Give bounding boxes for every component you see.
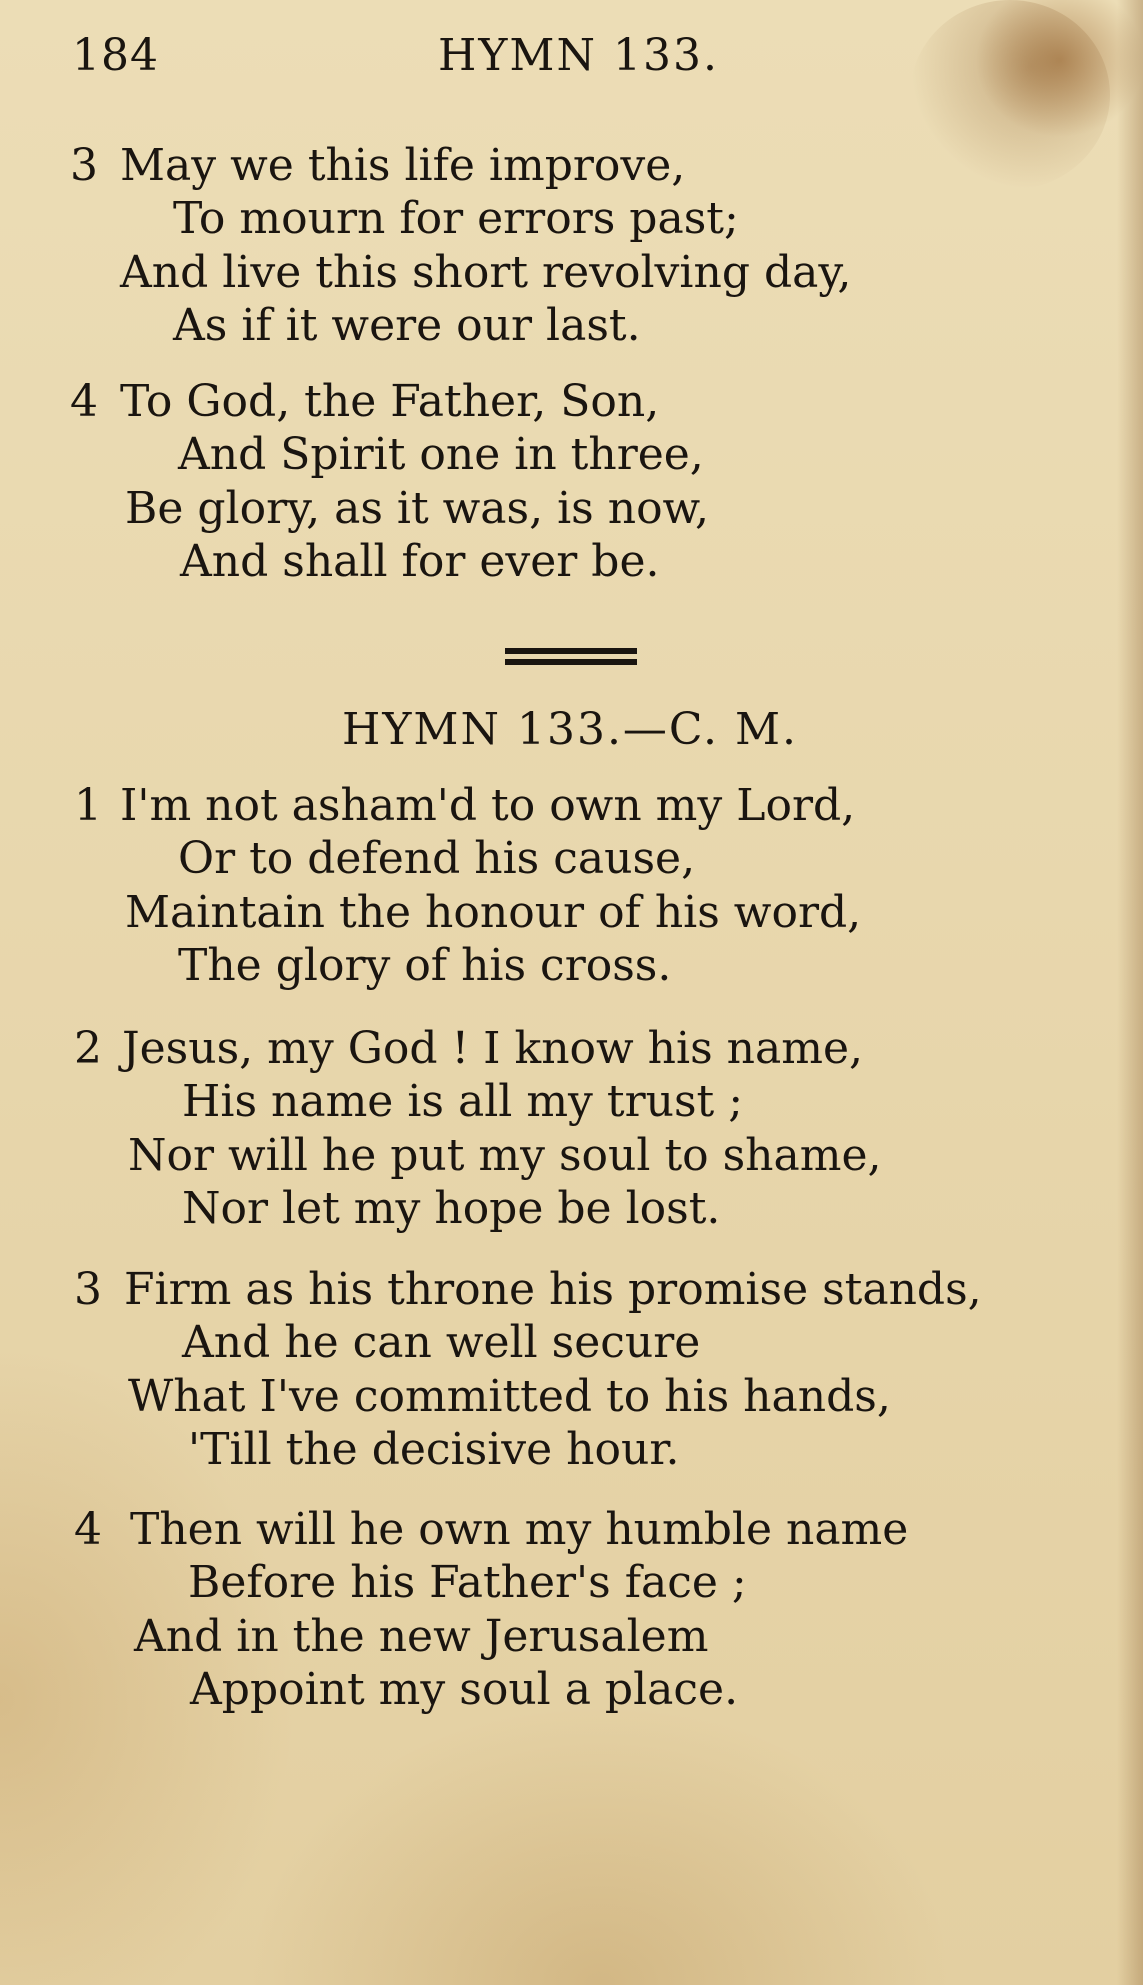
- verse-number: 3: [70, 140, 98, 191]
- page-header: [0, 26, 1143, 86]
- section-divider: [505, 648, 637, 654]
- verse-line: Appoint my soul a place.: [190, 1664, 739, 1715]
- verse-line: To God, the Father, Son,: [120, 376, 660, 427]
- verse-number: 4: [74, 1504, 102, 1555]
- verse-line: The glory of his cross.: [178, 940, 672, 991]
- verse-line: What I've committed to his hands,: [128, 1371, 891, 1422]
- verse-line: Or to defend his cause,: [178, 833, 696, 884]
- section-divider: [505, 659, 637, 665]
- verse-line: Nor let my hope be lost.: [182, 1183, 721, 1234]
- verse-line: I'm not asham'd to own my Lord,: [120, 780, 856, 831]
- verse-line: And Spirit one in three,: [178, 429, 704, 480]
- verse-line: His name is all my trust ;: [182, 1076, 744, 1127]
- verse-line: Firm as his throne his promise stands,: [124, 1264, 982, 1315]
- verse-line: To mourn for errors past;: [173, 193, 739, 244]
- verse-line: Before his Father's face ;: [188, 1557, 747, 1608]
- verse-line: May we this life improve,: [120, 140, 686, 191]
- verse-line: Jesus, my God ! I know his name,: [122, 1023, 863, 1074]
- verse-number: 4: [70, 376, 98, 427]
- page-edge-shading: [1117, 0, 1143, 1985]
- page-number: 184: [72, 30, 159, 81]
- verse-line: Be glory, as it was, is now,: [125, 483, 709, 534]
- verse-line: And shall for ever be.: [180, 536, 660, 587]
- verse-line: As if it were our last.: [173, 300, 641, 351]
- verse-line: And in the new Jerusalem: [134, 1611, 709, 1662]
- verse-line: And live this short revolving day,: [120, 247, 852, 298]
- running-title: HYMN 133.: [438, 30, 719, 81]
- verse-number: 3: [74, 1264, 102, 1315]
- verse-line: And he can well secure: [182, 1317, 701, 1368]
- verse-line: Maintain the honour of his word,: [125, 887, 862, 938]
- verse-number: 1: [74, 780, 102, 831]
- verse-number: 2: [74, 1023, 102, 1074]
- verse-line: Then will he own my humble name: [130, 1504, 909, 1555]
- verse-line: Nor will he put my soul to shame,: [128, 1130, 882, 1181]
- hymn-heading: HYMN 133.—C. M.: [342, 704, 799, 755]
- verse-line: 'Till the decisive hour.: [188, 1424, 680, 1475]
